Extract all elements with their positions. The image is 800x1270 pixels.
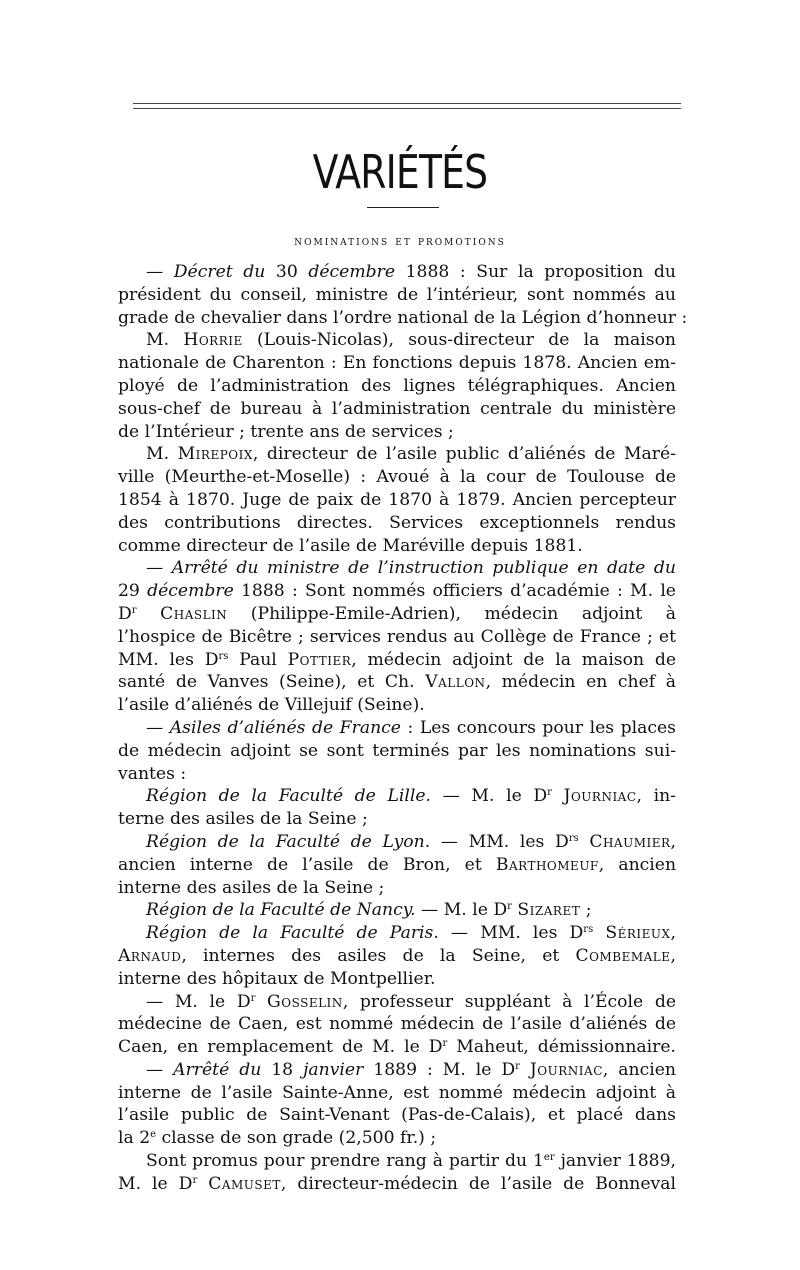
section-title: VARIÉTÉS xyxy=(312,145,488,199)
text-line: comme directeur de l’asile de Maréville depuis 1881. xyxy=(118,535,583,556)
text-line: sous-chef de bureau à l’administration centrale du ministère xyxy=(118,398,676,419)
text-line: Caen, en remplacement de M. le $D^r$ Maheut, démissionnaire. xyxy=(118,1037,676,1058)
text-line: des contributions directes. Services exceptionnels rendus xyxy=(118,512,676,533)
text-line: 1854 à 1870. Juge de paix de 1870 à 1879. Ancien percepteur xyxy=(118,489,676,510)
title-rule xyxy=(367,207,439,208)
text-line: — Arrêté du 18 janvier 1889 : M. le $D^r$ Journiac, ancien xyxy=(146,1059,676,1080)
section-subtitle: nominations et promotions xyxy=(294,234,506,249)
text-line: l’hospice de Bicêtre ; services rendus au Collège de France ; et xyxy=(118,626,676,647)
text-line: santé de Vanves (Seine), et Ch. Vallon, médecin en chef à xyxy=(118,672,677,693)
text-line: Arnaud, internes des asiles de la Seine, et Combemale, xyxy=(118,945,676,966)
text-line: terne des asiles de la Seine ; xyxy=(118,809,368,830)
text-line: interne de l’asile Sainte-Anne, est nommé médecin adjoint à xyxy=(118,1082,676,1103)
text-line: ville (Meurthe-et-Moselle) : Avoué à la cour de Toulouse de xyxy=(118,467,676,488)
text-line: interne des asiles de la Seine ; xyxy=(118,877,385,898)
text-line: M. le $D^r$ Camuset, directeur-médecin de l’asile de Bonneval xyxy=(118,1173,676,1194)
text-line: nationale de Charenton : En fonctions depuis 1878. Ancien em- xyxy=(118,353,676,374)
text-line: interne des hôpitaux de Montpellier. xyxy=(118,968,436,989)
text-line: ancien interne de l’asile de Bron, et Barthomeuf, ancien xyxy=(118,854,677,875)
top-rule xyxy=(133,103,681,109)
text-line: Région de la Faculté de Nancy. — M. le $D^r$ Sizaret ; xyxy=(146,900,592,921)
text-line: — Arrêté du ministre de l’instruction publique en date du xyxy=(146,558,676,579)
text-line: l’asile public de Saint-Venant (Pas-de-Calais), et placé dans xyxy=(118,1105,676,1126)
text-line: M. Mirepoix, directeur de l’asile public d’aliénés de Maré- xyxy=(146,444,676,465)
text-line: $D^r$ Chaslin (Philippe-Emile-Adrien), médecin adjoint à xyxy=(118,603,676,624)
text-line: M. Horrie (Louis-Nicolas), sous-directeur de la maison xyxy=(146,330,676,351)
text-line: vantes : xyxy=(118,763,187,784)
text-line: — Asiles d’aliénés de France : Les concours pour les places xyxy=(146,717,677,738)
text-line: 29 décembre 1888 : Sont nommés officiers d’académie : M. le xyxy=(118,581,676,602)
text-line: grade de chevalier dans l’ordre national de la Légion d’honneur : xyxy=(118,307,688,328)
text-line: Région de la Faculté de Lyon. — MM. les $D^{rs}$ Chaumier, xyxy=(146,831,676,852)
text-line: — M. le $D^r$ Gosselin, professeur suppléant à l’École de xyxy=(146,991,676,1012)
text-line: président du conseil, ministre de l’intérieur, sont nommés au xyxy=(118,284,676,305)
text-line: la 2e classe de son grade (2,500 fr.) ; xyxy=(118,1128,437,1149)
text-line: MM. les $D^{rs}$ Paul Pottier, médecin adjoint de la maison de xyxy=(118,649,677,670)
text-line: Région de la Faculté de Paris. — MM. les $D^{rs}$ Sérieux, xyxy=(146,923,677,944)
body-text xyxy=(118,261,688,1196)
text-line: l’asile d’aliénés de Villejuif (Seine). xyxy=(118,695,425,716)
text-line: médecine de Caen, est nommé médecin de l’asile d’aliénés de xyxy=(118,1014,676,1035)
text-line: ployé de l’administration des lignes télégraphiques. Ancien xyxy=(118,375,676,396)
text-line: Sont promus pour prendre rang à partir du 1er janvier 1889, xyxy=(146,1151,676,1172)
text-line: — Décret du 30 décembre 1888 : Sur la proposition du xyxy=(146,262,676,282)
text-line: de l’Intérieur ; trente ans de services ; xyxy=(118,421,454,442)
text-line: Région de la Faculté de Lille. — M. le $D^r$ Journiac, in- xyxy=(146,786,676,807)
text-line: de médecin adjoint se sont terminés par les nominations sui- xyxy=(118,740,676,761)
